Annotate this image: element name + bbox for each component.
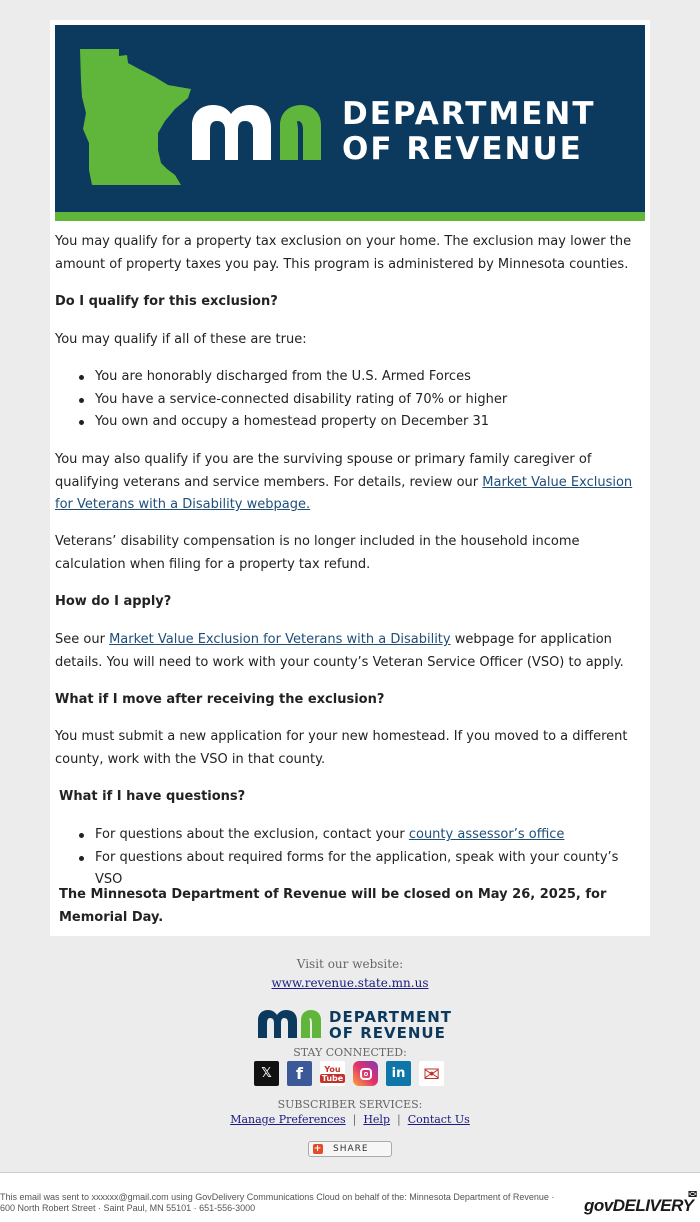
website-link[interactable]: www.revenue.state.mn.us bbox=[271, 976, 429, 990]
also-qualify-text: You may also qualify if you are the surviving spouse or primary family caregiver of qualifying veterans and service members. For details, review our bbox=[55, 452, 592, 490]
plus-icon: + bbox=[313, 1144, 323, 1154]
move-paragraph: You must submit a new application for your new homestead. If you moved to a different county, work with the VSO in that county. bbox=[55, 729, 628, 767]
linkedin-icon[interactable]: in bbox=[386, 1061, 411, 1086]
intro-paragraph: You may qualify for a property tax exclusion on your home. The exclusion may lower the amount of property taxes you pay. This program is administered by Minnesota counties. bbox=[55, 234, 632, 272]
header-banner bbox=[55, 25, 645, 212]
footer bbox=[0, 950, 700, 991]
banner-stripe bbox=[55, 212, 645, 221]
list-item: You own and occupy a homestead property on December 31 bbox=[55, 411, 645, 434]
share-button[interactable] bbox=[308, 1141, 392, 1157]
list-item: You are honorably discharged from the U.S. Armed Forces bbox=[55, 366, 645, 389]
instagram-icon[interactable] bbox=[353, 1061, 378, 1086]
manage-preferences-link[interactable]: Manage Preferences bbox=[230, 1113, 346, 1126]
help-link[interactable]: Help bbox=[363, 1113, 390, 1126]
mn-letters bbox=[192, 105, 271, 160]
footer-dept-line-2: OF REVENUE bbox=[329, 1024, 446, 1042]
footer-dept-title bbox=[329, 1009, 452, 1041]
facebook-icon[interactable]: f bbox=[287, 1061, 312, 1086]
market-value-exclusion-link-2[interactable]: Market Value Exclusion for Veterans with a Disability bbox=[109, 632, 451, 647]
q1-lead: You may qualify if all of these are true: bbox=[55, 332, 307, 347]
minnesota-state-icon bbox=[80, 49, 191, 185]
q1-bullet-list bbox=[55, 366, 645, 434]
x-icon[interactable]: 𝕏 bbox=[254, 1061, 279, 1086]
youtube-icon[interactable]: You Tube bbox=[320, 1061, 345, 1086]
subscriber-links bbox=[0, 1113, 700, 1126]
apply-pre-text: See our bbox=[55, 632, 110, 647]
county-assessor-link[interactable]: county assessor’s office bbox=[408, 827, 565, 842]
also-qualify-paragraph bbox=[55, 449, 645, 517]
share-label: SHARE bbox=[333, 1144, 369, 1154]
apply-post-text: webpage for application details. You will need to work with your county’s Veteran Service Officer (VSO) to apply. bbox=[55, 632, 624, 670]
govdelivery-logo bbox=[584, 1189, 697, 1216]
q4-bullet-1-text: For questions about the exclusion, contact your bbox=[95, 827, 409, 842]
disclaimer-text: This email was sent to xxxxxx@gmail.com using GovDelivery Communications Cloud on behalf of the: Minnesota Department of Revenue · 600 North Robert Street · Saint Paul, MN 55101 · 651-556-3000 bbox=[0, 1192, 555, 1213]
list-item bbox=[55, 824, 645, 847]
govdelivery-label: govDELIVERY bbox=[584, 1196, 694, 1215]
footer-mn-logo bbox=[256, 1010, 324, 1038]
footer-dept-line-1: DEPARTMENT bbox=[329, 1008, 452, 1026]
compensation-paragraph: Veterans’ disability compensation is no longer included in the household income calculation when filing for a property tax refund. bbox=[55, 534, 580, 572]
list-item: You have a service-connected disability rating of 70% or higher bbox=[55, 389, 645, 412]
envelope-icon: ✉ bbox=[688, 1189, 697, 1201]
email-icon[interactable]: ✉ bbox=[419, 1061, 444, 1086]
dept-line-2: OF REVENUE bbox=[342, 131, 583, 167]
q4-bullet-list bbox=[55, 824, 645, 892]
q3-heading: What if I move after receiving the exclusion? bbox=[55, 692, 385, 707]
link-divider: | bbox=[393, 1113, 405, 1126]
q2-heading: How do I apply? bbox=[55, 594, 172, 609]
closure-notice: The Minnesota Department of Revenue will be closed on May 26, 2025, for Memorial Day. bbox=[59, 887, 607, 925]
dept-line-1: DEPARTMENT bbox=[342, 96, 596, 132]
visit-label: Visit our website: bbox=[296, 957, 404, 971]
subscriber-services-label: SUBSCRIBER SERVICES: bbox=[277, 1098, 423, 1111]
contact-us-link[interactable]: Contact Us bbox=[407, 1113, 470, 1126]
department-title bbox=[342, 97, 596, 167]
social-icons bbox=[254, 1061, 444, 1086]
apply-paragraph bbox=[55, 629, 645, 674]
stay-connected-label: STAY CONNECTED: bbox=[293, 1046, 407, 1059]
market-value-exclusion-link-1[interactable]: Market Value Exclusion for Veterans with a Disability webpage. bbox=[55, 474, 633, 512]
link-divider: | bbox=[349, 1113, 360, 1126]
q1-heading: Do I qualify for this exclusion? bbox=[55, 294, 278, 309]
list-item: For questions about required forms for the application, speak with your county’s VSO bbox=[55, 847, 645, 892]
q4-heading: What if I have questions? bbox=[59, 789, 246, 804]
